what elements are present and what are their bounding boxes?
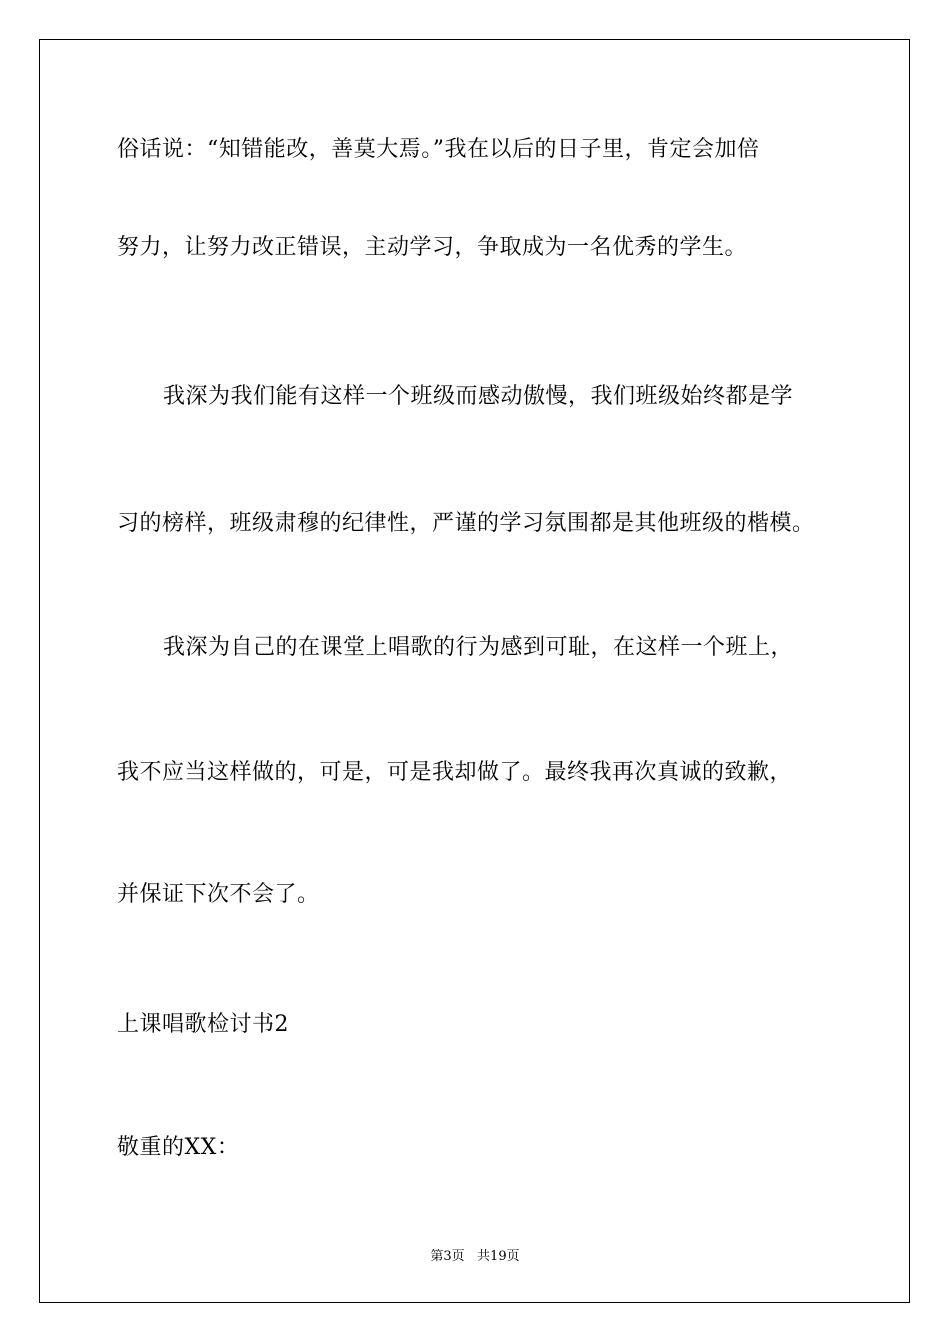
- salutation: 敬重的XX：: [117, 1135, 240, 1160]
- paragraph-line: 我深为我们能有这样一个班级而感动傲慢，我们班级始终都是学: [163, 384, 794, 409]
- paragraph-line: 俗话说：“知错能改，善莫大焉。”我在以后的日子里，肯定会加倍: [117, 137, 760, 162]
- paragraph-line: 并保证下次不会了。: [117, 882, 320, 907]
- paragraph-line: 努力，让努力改正错误，主动学习，争取成为一名优秀的学生。: [117, 235, 748, 260]
- page-number: 第3页 共19页: [430, 1249, 520, 1264]
- section-title: 上课唱歌检讨书2: [117, 1012, 289, 1037]
- paragraph-line: 我深为自己的在课堂上唱歌的行为感到可耻，在这样一个班上，: [163, 635, 794, 660]
- page-border: [39, 39, 910, 1303]
- paragraph-line: 我不应当这样做的，可是，可是我却做了。最终我再次真诚的致歉，: [117, 760, 793, 785]
- paragraph-line: 习的榜样，班级肃穆的纪律性，严谨的学习氛围都是其他班级的楷模。: [117, 511, 815, 536]
